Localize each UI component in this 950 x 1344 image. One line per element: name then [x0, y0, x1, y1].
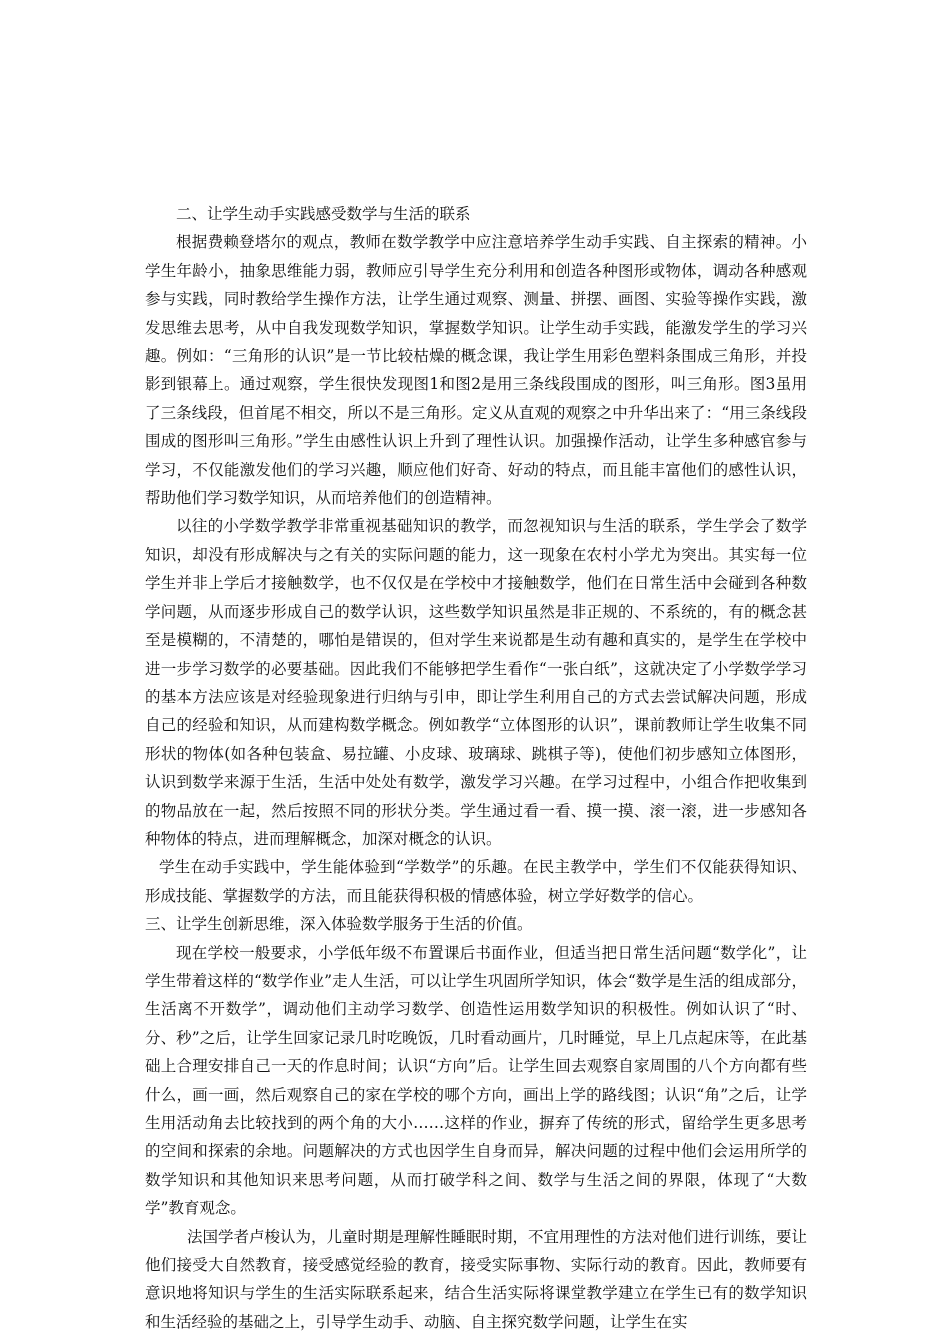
section-heading-2: 二、让学生动手实践感受数学与生活的联系: [176, 205, 471, 223]
section-heading-3: 三、让学生创新思维，深入体验数学服务于生活的价值。: [145, 915, 533, 934]
paragraph-3: 学生在动手实践中，学生能体验到“学数学”的乐趣。在民主教学中，学生们不仅能获得知识、形成技能、掌握数学的方法，而且能获得积极的情感体验，树立学好数学的信心。: [145, 858, 807, 905]
paragraph-4: 现在学校一般要求，小学低年级不布置课后书面作业，但适当把日常生活问题“数学化”，让学生带着这样的“数学作业”走人生活，可以让学生巩固所学知识，体会“数学是生活的组成部分，生活离不开数学”，调动他们主动学习数学、创造性运用数学知识的积极性。例如认识了“时、分、秒”之后，让学生回家记录几时吃晚饭，几时看动画片，几时睡觉，早上几点起床等，在此基础上合理安排自己一天的作息时间；认识“方向”后。让学生回去观察自家周围的八个方向都有些什么，画一画，然后观察自己的家在学校的哪个方向，画出上学的路线图；认识“角”之后，让学生用活动角去比较找到的两个角的大小……这样的作业，摒弃了传统的形式，留给学生更多思考的空间和探索的余地。问题解决的方式也因学生自身而异，解决问题的过程中他们会运用所学的数学知识和其他知识来思考问题，从而打破学科之间、数学与生活之间的界限，体现了“大数学”教育观念。: [145, 943, 807, 1218]
paragraph-1: 根据费赖登塔尔的观点，教师在数学教学中应注意培养学生动手实践、自主探索的精神。小学生年龄小，抽象思维能力弱，教师应引导学生充分利用和创造各种图形或物体，调动各种感观参与实践，同时教给学生操作方法，让学生通过观察、测量、拼摆、画图、实验等操作实践，激发思维去思考，从中自我发现数学知识，掌握数学知识。让学生动手实践，能激发学生的学习兴趣。例如：“三角形的认识”是一节比较枯燥的概念课，我让学生用彩色塑料条围成三角形，并投影到银幕上。通过观察，学生很快发现图1和图2是用三条线段围成的图形，叫三角形。图3虽用了三条线段，但首尾不相交，所以不是三角形。定义从直观的观察之中升华出来了：“用三条线段围成的图形叫三角形。”学生由感性认识上升到了理性认识。加强操作活动，让学生多种感官参与学习，不仅能激发他们的学习兴趣，顺应他们好奇、好动的特点，而且能丰富他们的感性认识，帮助他们学习数学知识，从而培养他们的创造精神。: [145, 233, 807, 508]
paragraph-5: 法国学者卢梭认为，儿童时期是理解性睡眠时期，不宜用理性的方法对他们进行训练，要让他们接受大自然教育，接受感觉经验的教育，接受实际事物、实际行动的教育。因此，教师要有意识地将知识与学生的生活实际联系起来，结合生活实际将课堂教学建立在学生已有的数学知识和生活经验的基础之上，引导学生动手、动脑、自主探究数学问题，让学生在实: [145, 1227, 808, 1331]
document-body: [145, 200, 807, 1336]
paragraph-2: 以往的小学数学教学非常重视基础知识的教学，而忽视知识与生活的联系，学生学会了数学知识，却没有形成解决与之有关的实际问题的能力，这一现象在农村小学尤为突出。其实每一位学生并非上学后才接触数学，也不仅仅是在学校中才接触数学，他们在日常生活中会碰到各种数学问题，从而逐步形成自己的数学认识，这些数学知识虽然是非正规的、不系统的，有的概念甚至是模糊的，不清楚的，哪怕是错误的，但对学生来说都是生动有趣和真实的，是学生在学校中进一步学习数学的必要基础。因此我们不能够把学生看作“一张白纸”，这就决定了小学数学学习的基本方法应该是对经验现象进行归纳与引申，即让学生利用自己的方式去尝试解决问题，形成自己的经验和知识，从而建构数学概念。例如教学“立体图形的认识”，课前教师让学生收集不同形状的物体(如各种包装盒、易拉罐、小皮球、玻璃球、跳棋子等)，使他们初步感知立体图形，认识到数学来源于生活，生活中处处有数学，激发学习兴趣。在学习过程中，小组合作把收集到的物品放在一起，然后按照不同的形状分类。学生通过看一看、摸一摸、滚一滚，进一步感知各种物体的特点，进而理解概念，加深对概念的认识。: [145, 517, 807, 848]
